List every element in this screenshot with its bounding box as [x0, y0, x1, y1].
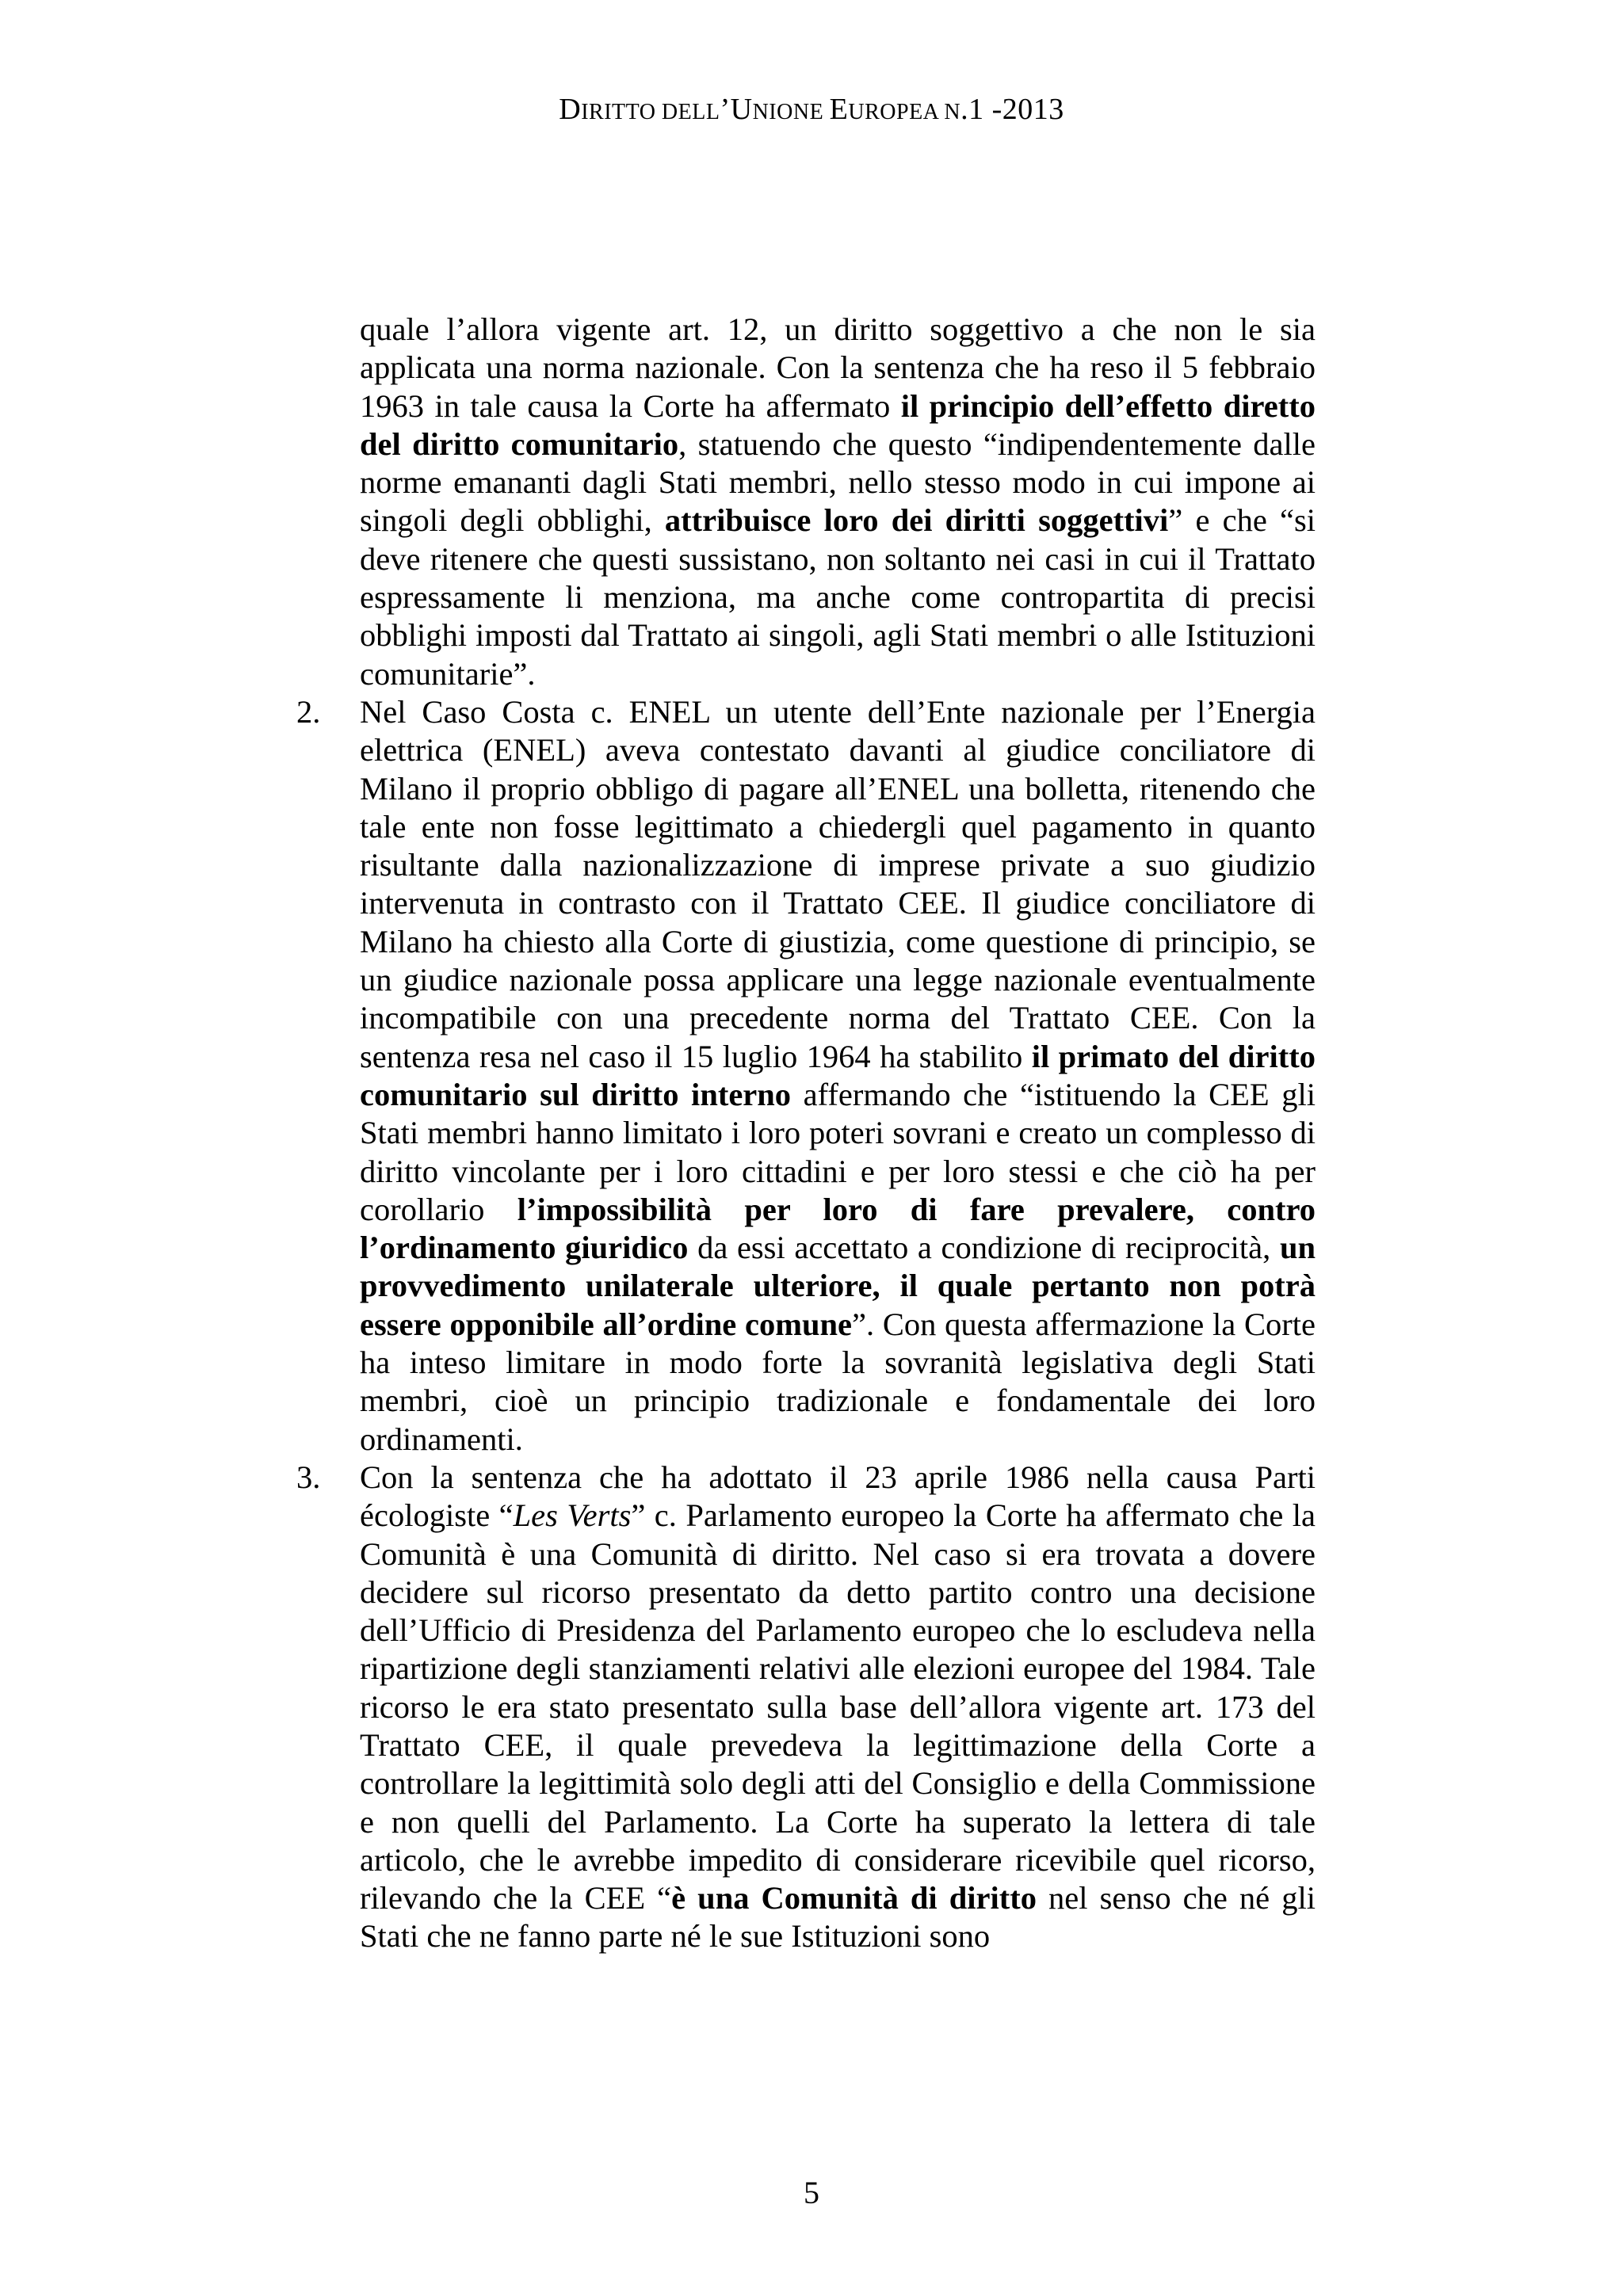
text-run: Con la sentenza che ha adottato il 23 aprile 1986 nella causa Parti écologiste “: [360, 1459, 1316, 1534]
bold-text: l’impossibilità per loro di fare prevalere, contro l’ordinamento giuridico: [360, 1191, 1316, 1266]
header-part: UROPEA N: [848, 100, 961, 124]
header-part: ’U: [720, 93, 753, 126]
text-run: Nel Caso Costa c. ENEL un utente dell’Ente nazionale per l’Energia elettrica (ENEL) aveva contestato davanti al giudice conciliatore di Milano il proprio obbligo di pagare all’ENEL una bolletta, ritenendo che tale ente non fosse legittimato a chiedergli quel pagamento in quanto risultante dalla nazionalizzazione di imprese private a suo giudizio intervenuta in contrasto con il Trattato CEE. Il giudice conciliatore di Milano ha chiesto alla Corte di giustizia, come questione di principio, se un giudice nazionale possa applicare una legge nazionale eventualmente incompatibile con una precedente norma del Trattato CEE. Con la sentenza resa nel caso il 15 luglio 1964 ha stabilito: [360, 693, 1316, 1074]
text-run: ” e che “si deve ritenere che questi sussistano, non soltanto nei casi in cui il Trattato espressamente li menziona, ma anche come contropartita di precisi obblighi imposti dal Trattato ai singoli, agli Stati membri o alle Istituzioni comunitarie”.: [360, 502, 1316, 692]
list-item-number: 2.: [296, 693, 321, 730]
header-part: .1 -2013: [960, 93, 1064, 126]
text-run: , statuendo che questo “indipendentemente dalle norme emananti dagli Stati membri, nello stesso modo in cui impone ai singoli degli obblighi,: [360, 425, 1316, 539]
header-part: IRITTO DELL: [581, 100, 720, 124]
text-run: nel senso che né gli Stati che ne fanno parte né le sue Istituzioni sono: [360, 1880, 1316, 1955]
text-run: ” c. Parlamento europeo la Corte ha affermato che la Comunità è una Comunità di diritto. Nel caso si era trovata a dovere decidere sul ricorso presentato da detto partito contro una decisione dell’Ufficio di Presidenza del Parlamento europeo che lo escludeva nella ripartizione degli stanziamenti relativi alle elezioni europee del 1984. Tale ricorso le era stato presentato sulla base dell’allora vigente art. 173 del Trattato CEE, il quale prevedeva la legittimazione della Corte a controllare la legittimità solo degli atti del Consiglio e della Commissione e non quelli del Parlamento. La Corte ha superato la lettera di tale articolo, che le avrebbe impedito di considerare ricevibile quel ricorso, rilevando che la CEE “: [360, 1497, 1316, 1917]
bold-text: un provvedimento unilaterale ulteriore, il quale pertanto non potrà essere opponibile all’ordine comune: [360, 1230, 1316, 1342]
header-part: E: [829, 93, 849, 126]
intro-paragraph: [360, 311, 1316, 693]
bold-text: attribuisce loro dei diritti soggettivi: [664, 502, 1169, 539]
running-header: [0, 92, 1623, 127]
list-item-text: [360, 693, 1316, 1459]
bold-text: il principio dell’effetto diretto del diritto comunitario: [360, 387, 1316, 462]
list-item-text: [360, 1459, 1316, 1956]
body-text: [296, 311, 1316, 1956]
bold-text: il primato del diritto comunitario sul diritto interno: [360, 1038, 1316, 1112]
list-item-3: [296, 1459, 1316, 1956]
italic-text: Les Verts: [513, 1497, 632, 1534]
list-item-2: [296, 693, 1316, 1459]
list-item-number: 3.: [296, 1459, 321, 1495]
text-run: quale l’allora vigente art. 12, un diritto soggettivo a che non le sia applicata una norma nazionale. Con la sentenza che ha reso il 5 febbraio 1963 in tale causa la Corte ha affermato: [360, 311, 1316, 424]
text-run: ”. Con questa affermazione la Corte ha inteso limitare in modo forte la sovranità legislativa degli Stati membri, cioè un principio tradizionale e fondamentale dei loro ordinamenti.: [360, 1306, 1316, 1457]
header-part: D: [559, 93, 582, 126]
header-part: NIONE: [752, 100, 830, 124]
text-run: da essi accettato a condizione di reciprocità,: [688, 1230, 1280, 1266]
bold-text: è una Comunità di diritto: [671, 1880, 1037, 1917]
text-run: affermando che “istituendo la CEE gli Stati membri hanno limitato i loro poteri sovrani e creato un complesso di diritto vincolante per i loro cittadini e per loro stessi e che ciò ha per corollario: [360, 1076, 1316, 1227]
page-number: 5: [804, 2175, 819, 2210]
